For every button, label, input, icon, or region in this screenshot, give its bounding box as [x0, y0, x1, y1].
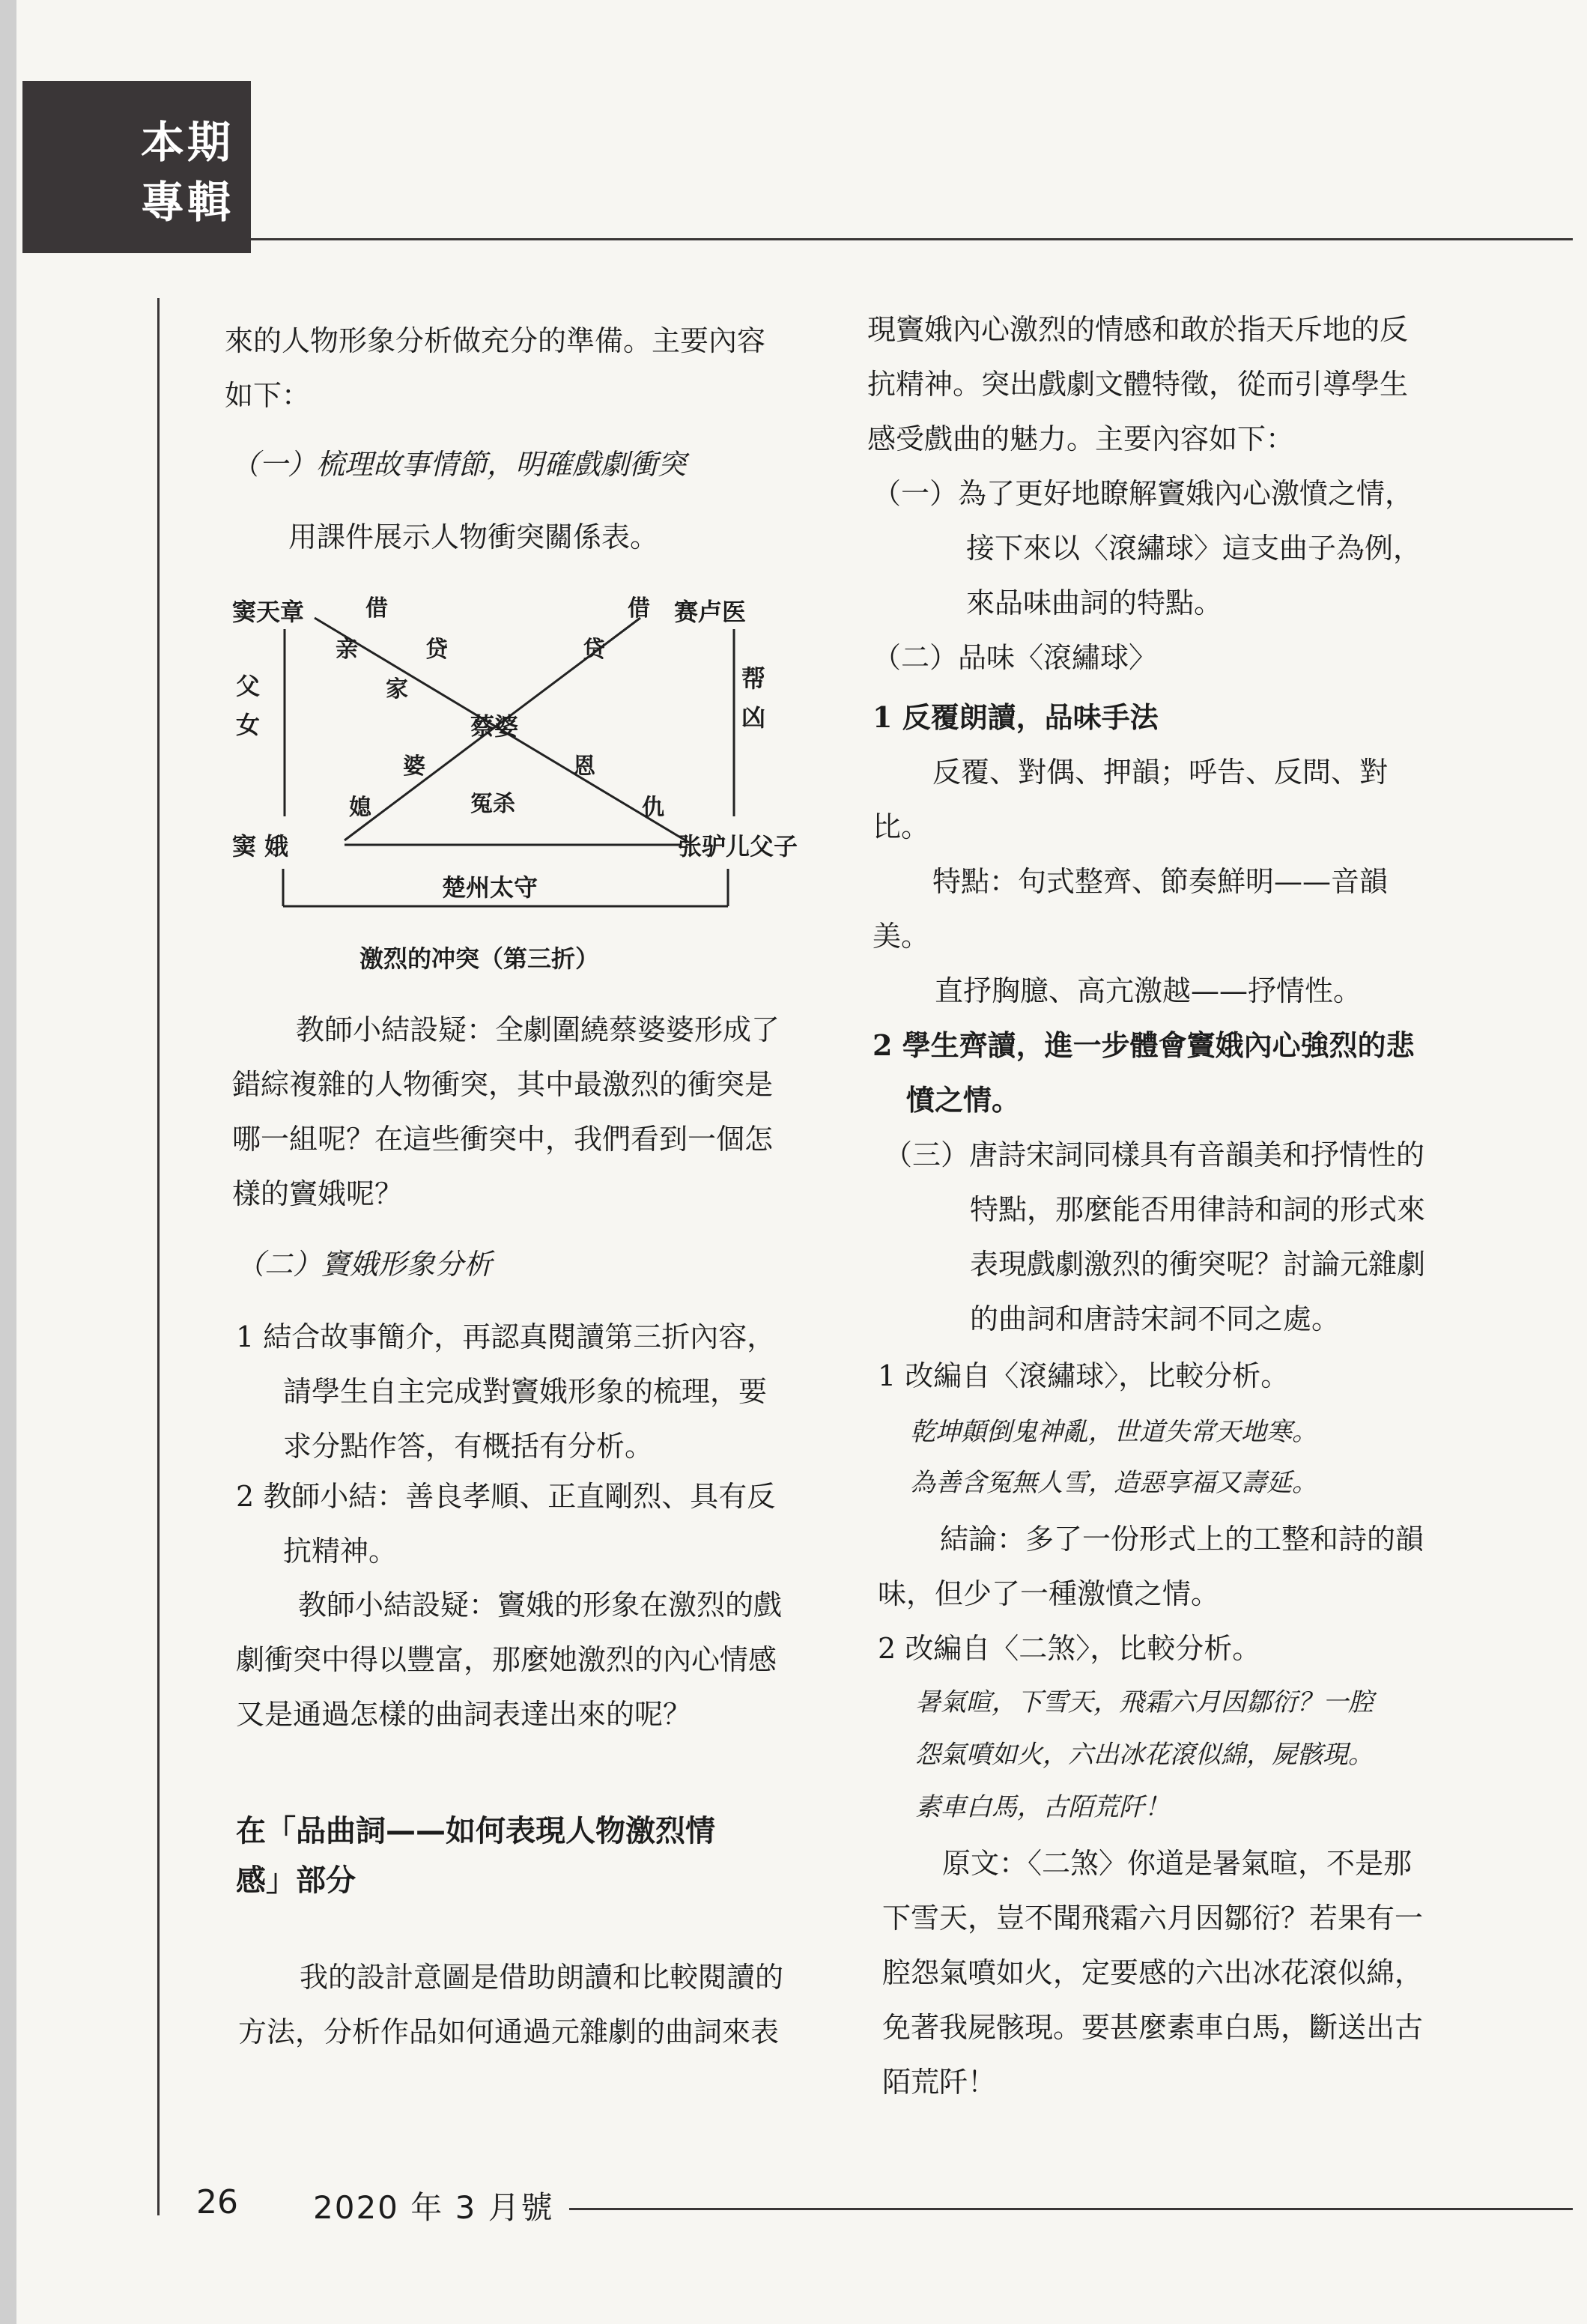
paragraph-line: 比。: [873, 810, 930, 843]
list-item: （一）為了更好地瞭解竇娥內心激憤之情，: [873, 477, 1414, 510]
edge-label: 婆: [403, 753, 425, 780]
section-heading: （一）梳理故事情節，明確戲劇衝突: [231, 448, 687, 481]
conflict-diagram: [217, 577, 839, 981]
list-item: 1 結合故事簡介，再認真閱讀第三折內容，: [236, 1320, 776, 1353]
paragraph-line: 如下：: [225, 379, 311, 412]
list-item: 憤之情。: [906, 1083, 1021, 1117]
section-heading: （二）品味〈滾繡球〉: [873, 641, 1158, 674]
paragraph-line: 樣的竇娥呢？: [232, 1177, 404, 1210]
paragraph-line: 現竇娥內心激烈的情感和敢於指天斥地的反: [867, 313, 1409, 346]
edge-label: 亲: [336, 637, 358, 663]
node-cai-po: 蔡婆: [470, 712, 519, 741]
diagram-caption: 激烈的冲突（第三折）: [359, 944, 600, 973]
relation-bang-xiong: 帮凶: [741, 664, 765, 732]
paragraph-line: 美。: [873, 920, 930, 953]
paragraph-line: 反覆、對偶、押韻；呼告、反問、對: [932, 756, 1389, 789]
header-rule: [251, 238, 1573, 240]
paragraph-line: 教師小結設疑：全劇圍繞蔡婆婆形成了: [296, 1013, 780, 1046]
poem-line: 為善含冤無人雪，造惡享福又壽延。: [910, 1468, 1317, 1498]
edge-label: 借: [628, 595, 650, 622]
paragraph-line: 錯綜複雜的人物衝突，其中最激烈的衝突是: [232, 1068, 774, 1101]
list-item: 請學生自主完成對竇娥形象的梳理，要: [283, 1375, 768, 1408]
node-chuzhou-taishou: 楚州太守: [442, 873, 538, 902]
scan-binding-edge: [0, 0, 16, 2324]
poem-line: 乾坤顛倒鬼神亂，世道失常天地寒。: [910, 1417, 1317, 1447]
relation-fu-nv: 父女: [235, 672, 260, 739]
poem-line: 素車白馬，古陌荒阡！: [915, 1792, 1170, 1822]
issue-date: 2020 年 3 月號: [313, 2189, 554, 2226]
paragraph-line: 教師小結設疑：竇娥的形象在激烈的戲: [298, 1589, 783, 1621]
node-dou-e: 窦 娥: [232, 832, 289, 861]
paragraph-line: 直抒胸臆、高亢激越——抒情性。: [935, 974, 1362, 1007]
list-item: 求分點作答，有概括有分析。: [283, 1430, 654, 1463]
paragraph-line: 免著我屍骸現。要甚麼素車白馬，斷送出古: [882, 2011, 1424, 2044]
section-title: 本期 專輯: [141, 117, 234, 228]
paragraph-line: 下雪天，豈不聞飛霜六月因鄒衍？若果有一: [882, 1902, 1424, 1935]
list-item: 來品味曲詞的特點。: [966, 586, 1223, 619]
paragraph-line: 腔怨氣噴如火，定要感的六出冰花滾似綿，: [882, 1956, 1424, 1989]
node-sai-luyi: 赛卢医: [674, 598, 747, 626]
paragraph-line: 原文：〈二煞〉你道是暑氣暄，不是那: [942, 1847, 1412, 1880]
margin-rule: [157, 298, 160, 2215]
list-item: 2 改編自〈二煞〉，比較分析。: [878, 1632, 1261, 1665]
list-item: 特點，那麼能否用律詩和詞的形式來: [970, 1193, 1426, 1226]
edge-label: 仇: [642, 795, 664, 821]
list-item: 的曲詞和唐詩宋詞不同之處。: [970, 1302, 1341, 1335]
poem-line: 怨氣噴如火，六出冰花滾似綿，屍骸現。: [915, 1740, 1374, 1770]
paragraph-line: 來的人物形象分析做充分的準備。主要內容: [225, 324, 766, 357]
paragraph-line: 感受戲曲的魅力。主要內容如下：: [867, 422, 1295, 455]
page-number: 26: [196, 2183, 238, 2221]
edge-label: 冤杀: [470, 791, 515, 817]
footer-rule: [569, 2208, 1573, 2210]
paragraph-line: 用課件展示人物衝突關係表。: [288, 521, 659, 553]
paragraph-line: 哪一組呢？在這些衝突中，我們看到一個怎: [232, 1123, 774, 1156]
subheading: 感」部分: [236, 1863, 356, 1898]
paragraph-line: 味，但少了一種激憤之情。: [878, 1577, 1220, 1610]
list-item: （三）唐詩宋詞同樣具有音韻美和抒情性的: [884, 1138, 1425, 1171]
paragraph-line: 抗精神。突出戲劇文體特徵，從而引導學生: [867, 368, 1409, 401]
list-item: 2 教師小結：善良孝順、正直剛烈、具有反: [236, 1480, 776, 1513]
edge-label: 家: [386, 676, 408, 703]
list-item: 1 改編自〈滾繡球〉，比較分析。: [878, 1359, 1290, 1392]
list-item: 表現戲劇激烈的衝突呢？討論元雜劇: [970, 1248, 1426, 1281]
paragraph-line: 陌荒阡！: [882, 2066, 997, 2099]
paragraph-line: 我的設計意圖是借助朗讀和比較閱讀的: [300, 1961, 784, 1994]
list-item: 抗精神。: [283, 1535, 398, 1568]
edge-label: 媳: [349, 795, 371, 821]
node-dou-tianzhang: 窦天章: [232, 598, 305, 626]
list-item: 接下來以〈滾繡球〉這支曲子為例，: [966, 532, 1422, 565]
paragraph-line: 特點：句式整齊、節奏鮮明——音韻: [932, 865, 1389, 898]
list-item: 1 反覆朗讀，品味手法: [873, 700, 1159, 734]
paragraph-line: 結論：多了一份形式上的工整和詩的韻: [940, 1523, 1424, 1556]
paragraph-line: 方法，分析作品如何通過元雜劇的曲詞來表: [238, 2015, 780, 2048]
edge-label: 贷: [583, 637, 605, 663]
edge-label: 借: [365, 595, 388, 622]
paragraph-line: 又是通過怎樣的曲詞表達出來的呢？: [236, 1698, 692, 1731]
subheading: 在「品曲詞——如何表現人物激烈情: [236, 1814, 715, 1848]
poem-line: 暑氣暄，下雪天，飛霜六月因鄒衍？一腔: [915, 1687, 1374, 1717]
section-heading: （二）竇娥形象分析: [236, 1248, 493, 1281]
list-item: 2 學生齊讀，進一步體會竇娥內心強烈的悲: [873, 1028, 1415, 1062]
paragraph-line: 劇衝突中得以豐富，那麼她激烈的內心情感: [236, 1643, 777, 1676]
edge-label: 贷: [425, 637, 448, 663]
node-zhang-father-son: 张驴儿父子: [678, 832, 798, 861]
edge-label: 恩: [573, 753, 595, 780]
